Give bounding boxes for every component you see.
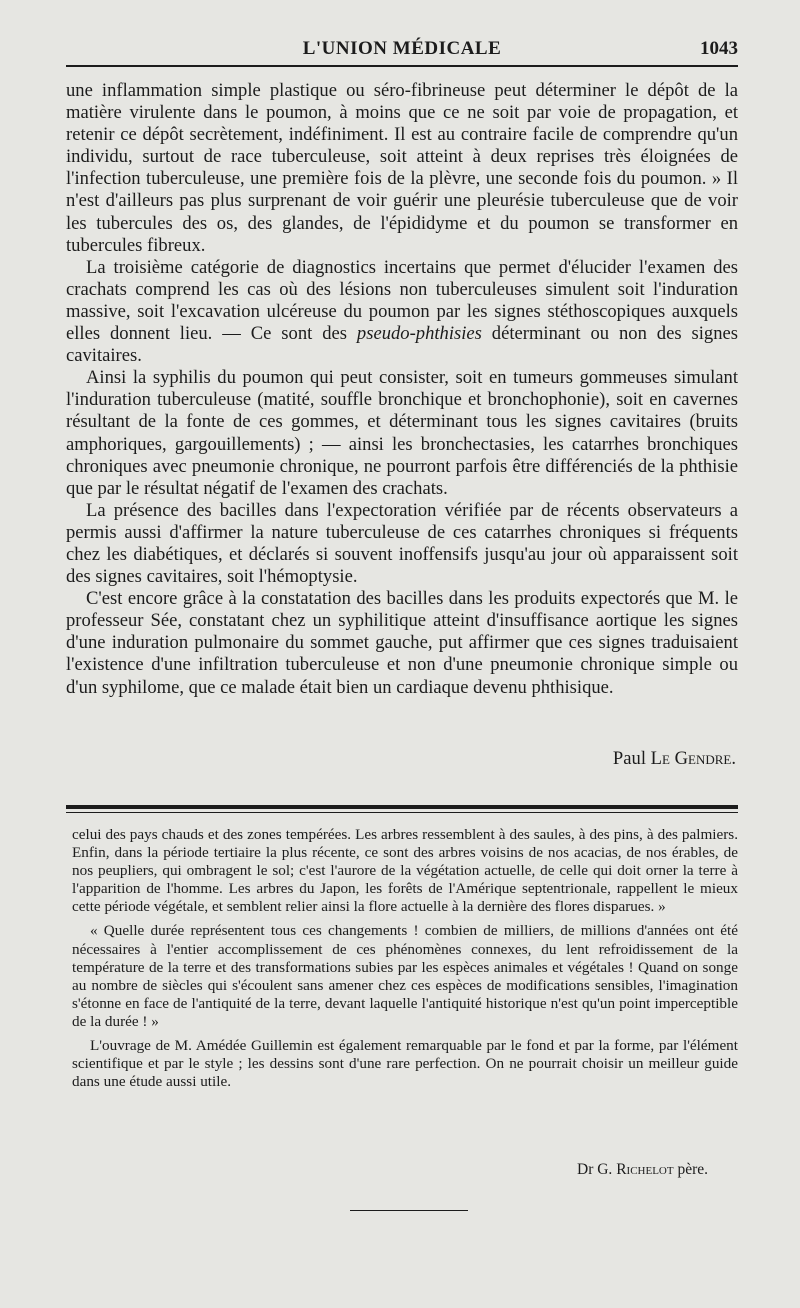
signature-first-name: Paul xyxy=(612,748,651,769)
paragraph-text: La troisième catégorie de diagnostics incertains que permet d'élucider l'examen des crachats comprend les cas où des lésions non tuberculeuses simulent soit l'induration massive, soit l'excavation ulcéreuse du poumon par les signes stéthoscopiques auxquels elles donnent lieu. — Ce sont des xyxy=(66,256,738,345)
article-signature xyxy=(613,748,736,770)
page-number: 1043 xyxy=(700,38,738,59)
article-paragraph: La présence des bacilles dans l'expectoration vérifiée par de récents observateurs a permis aussi d'affirmer la nature tuberculeuse de ces catarrhes chroniques si fréquents chez les diabétiques, et déclarés si souvent inoffensifs jusqu'au jour où apparaissent soit des signes cavitaires, soit l'hémoptysie. xyxy=(66,499,738,588)
article-paragraph xyxy=(66,257,738,367)
section-divider-thin xyxy=(66,812,738,813)
review-signature xyxy=(577,1161,708,1179)
review-paragraph: « Quelle durée représentent tous ces changements ! combien de milliers, de millions d'années ont été nécessaires à l'entier accomplissement de ces phénomènes connexes, du lent refroidissement de la température de la terre et des transformations subies par les espèces animales et végétales ! Quand on songe au nombre de siècles qui s'écoulent sans amener chez ces espèces de modifications sensibles, l'imagination s'étonne en face de l'antiquité de la terre, devant laquelle l'antiquité historique n'est qu'un point imperceptible de la durée ! » xyxy=(72,922,738,1030)
signature-surname: Le Gendre. xyxy=(650,748,736,769)
italic-term: pseudo-phthisies xyxy=(356,323,482,345)
review-paragraph: L'ouvrage de M. Amédée Guillemin est également remarquable par le fond et par la forme, par l'élément scientifique et par le style ; les dessins sont d'une rare perfection. On ne pourrait choisir un meilleur guide dans une étude aussi utile. xyxy=(72,1037,738,1091)
signature-prefix: Dr G. xyxy=(577,1161,617,1178)
paragraph-text: déterminant ou non des signes cavitaires. xyxy=(66,323,738,367)
article-paragraph: Ainsi la syphilis du poumon qui peut consister, soit en tumeurs gommeuses simulant l'induration tuberculeuse (matité, souffle bronchique et bronchophonie), soit en cavernes résultant de la fonte de ces gommes, et déterminant tous les signes cavitaires (bruits amphoriques, gargouillements) ; — ainsi les bronchectasies, les catarrhes bronchiques chroniques avec pneumonie chronique, ne pourront parfois être différenciés de la phthisie que par le résultat négatif de l'examen des crachats. xyxy=(66,367,738,499)
signature-suffix: père. xyxy=(673,1161,708,1178)
end-rule xyxy=(350,1210,468,1211)
page-header xyxy=(66,38,738,62)
review-paragraph: celui des pays chauds et des zones tempérées. Les arbres ressemblent à des saules, à des pins, à des palmiers. Enfin, dans la période tertiaire la plus récente, ce sont des arbres voisins de nos acacias, de nos érables, de nos peupliers, qui ombragent le sol; c'est l'aurore de la végétation actuelle, de celle qui doit orner la terre à l'apparition de l'homme. Les arbres du Japon, les forêts de l'Amérique septentrionale, rappellent le mieux cette période végétale, et semblent relier ainsi la flore actuelle à la dernière des flores disparues. » xyxy=(72,826,738,916)
section-divider xyxy=(66,805,738,809)
review-section xyxy=(72,826,738,1091)
running-title: L'UNION MÉDICALE xyxy=(302,38,502,59)
article-body xyxy=(66,80,738,699)
article-paragraph: C'est encore grâce à la constatation des bacilles dans les produits expectorés que M. le professeur Sée, constatant chez un syphilitique atteint d'insuffisance aortique les signes d'une induration pulmonaire du sommet gauche, put affirmer que ces signes traduisaient l'existence d'une infiltration tuberculeuse et non d'une pneumonie chronique simple ou d'un syphilome, que ce malade était bien un cardiaque devenu phthisique. xyxy=(66,588,738,698)
article-paragraph: une inflammation simple plastique ou séro-fibrineuse peut déterminer le dépôt de la matière virulente dans le poumon, à moins que ce ne soit par voie de propagation, et retenir ce dépôt secrètement, indéfiniment. Il est au contraire facile de comprendre qu'un individu, surtout de race tuberculeuse, soit atteint à deux reprises très éloignées de l'infection tuberculeuse, une première fois de la plèvre, une seconde fois du poumon. » Il n'est d'ailleurs pas plus surprenant de voir guérir une pleurésie tuberculeuse que de voir les tubercules des os, des glandes, de l'épididyme et du poumon se transformer en tubercules fibreux. xyxy=(66,80,738,256)
header-rule xyxy=(66,65,738,67)
signature-name: Richelot xyxy=(616,1161,674,1178)
